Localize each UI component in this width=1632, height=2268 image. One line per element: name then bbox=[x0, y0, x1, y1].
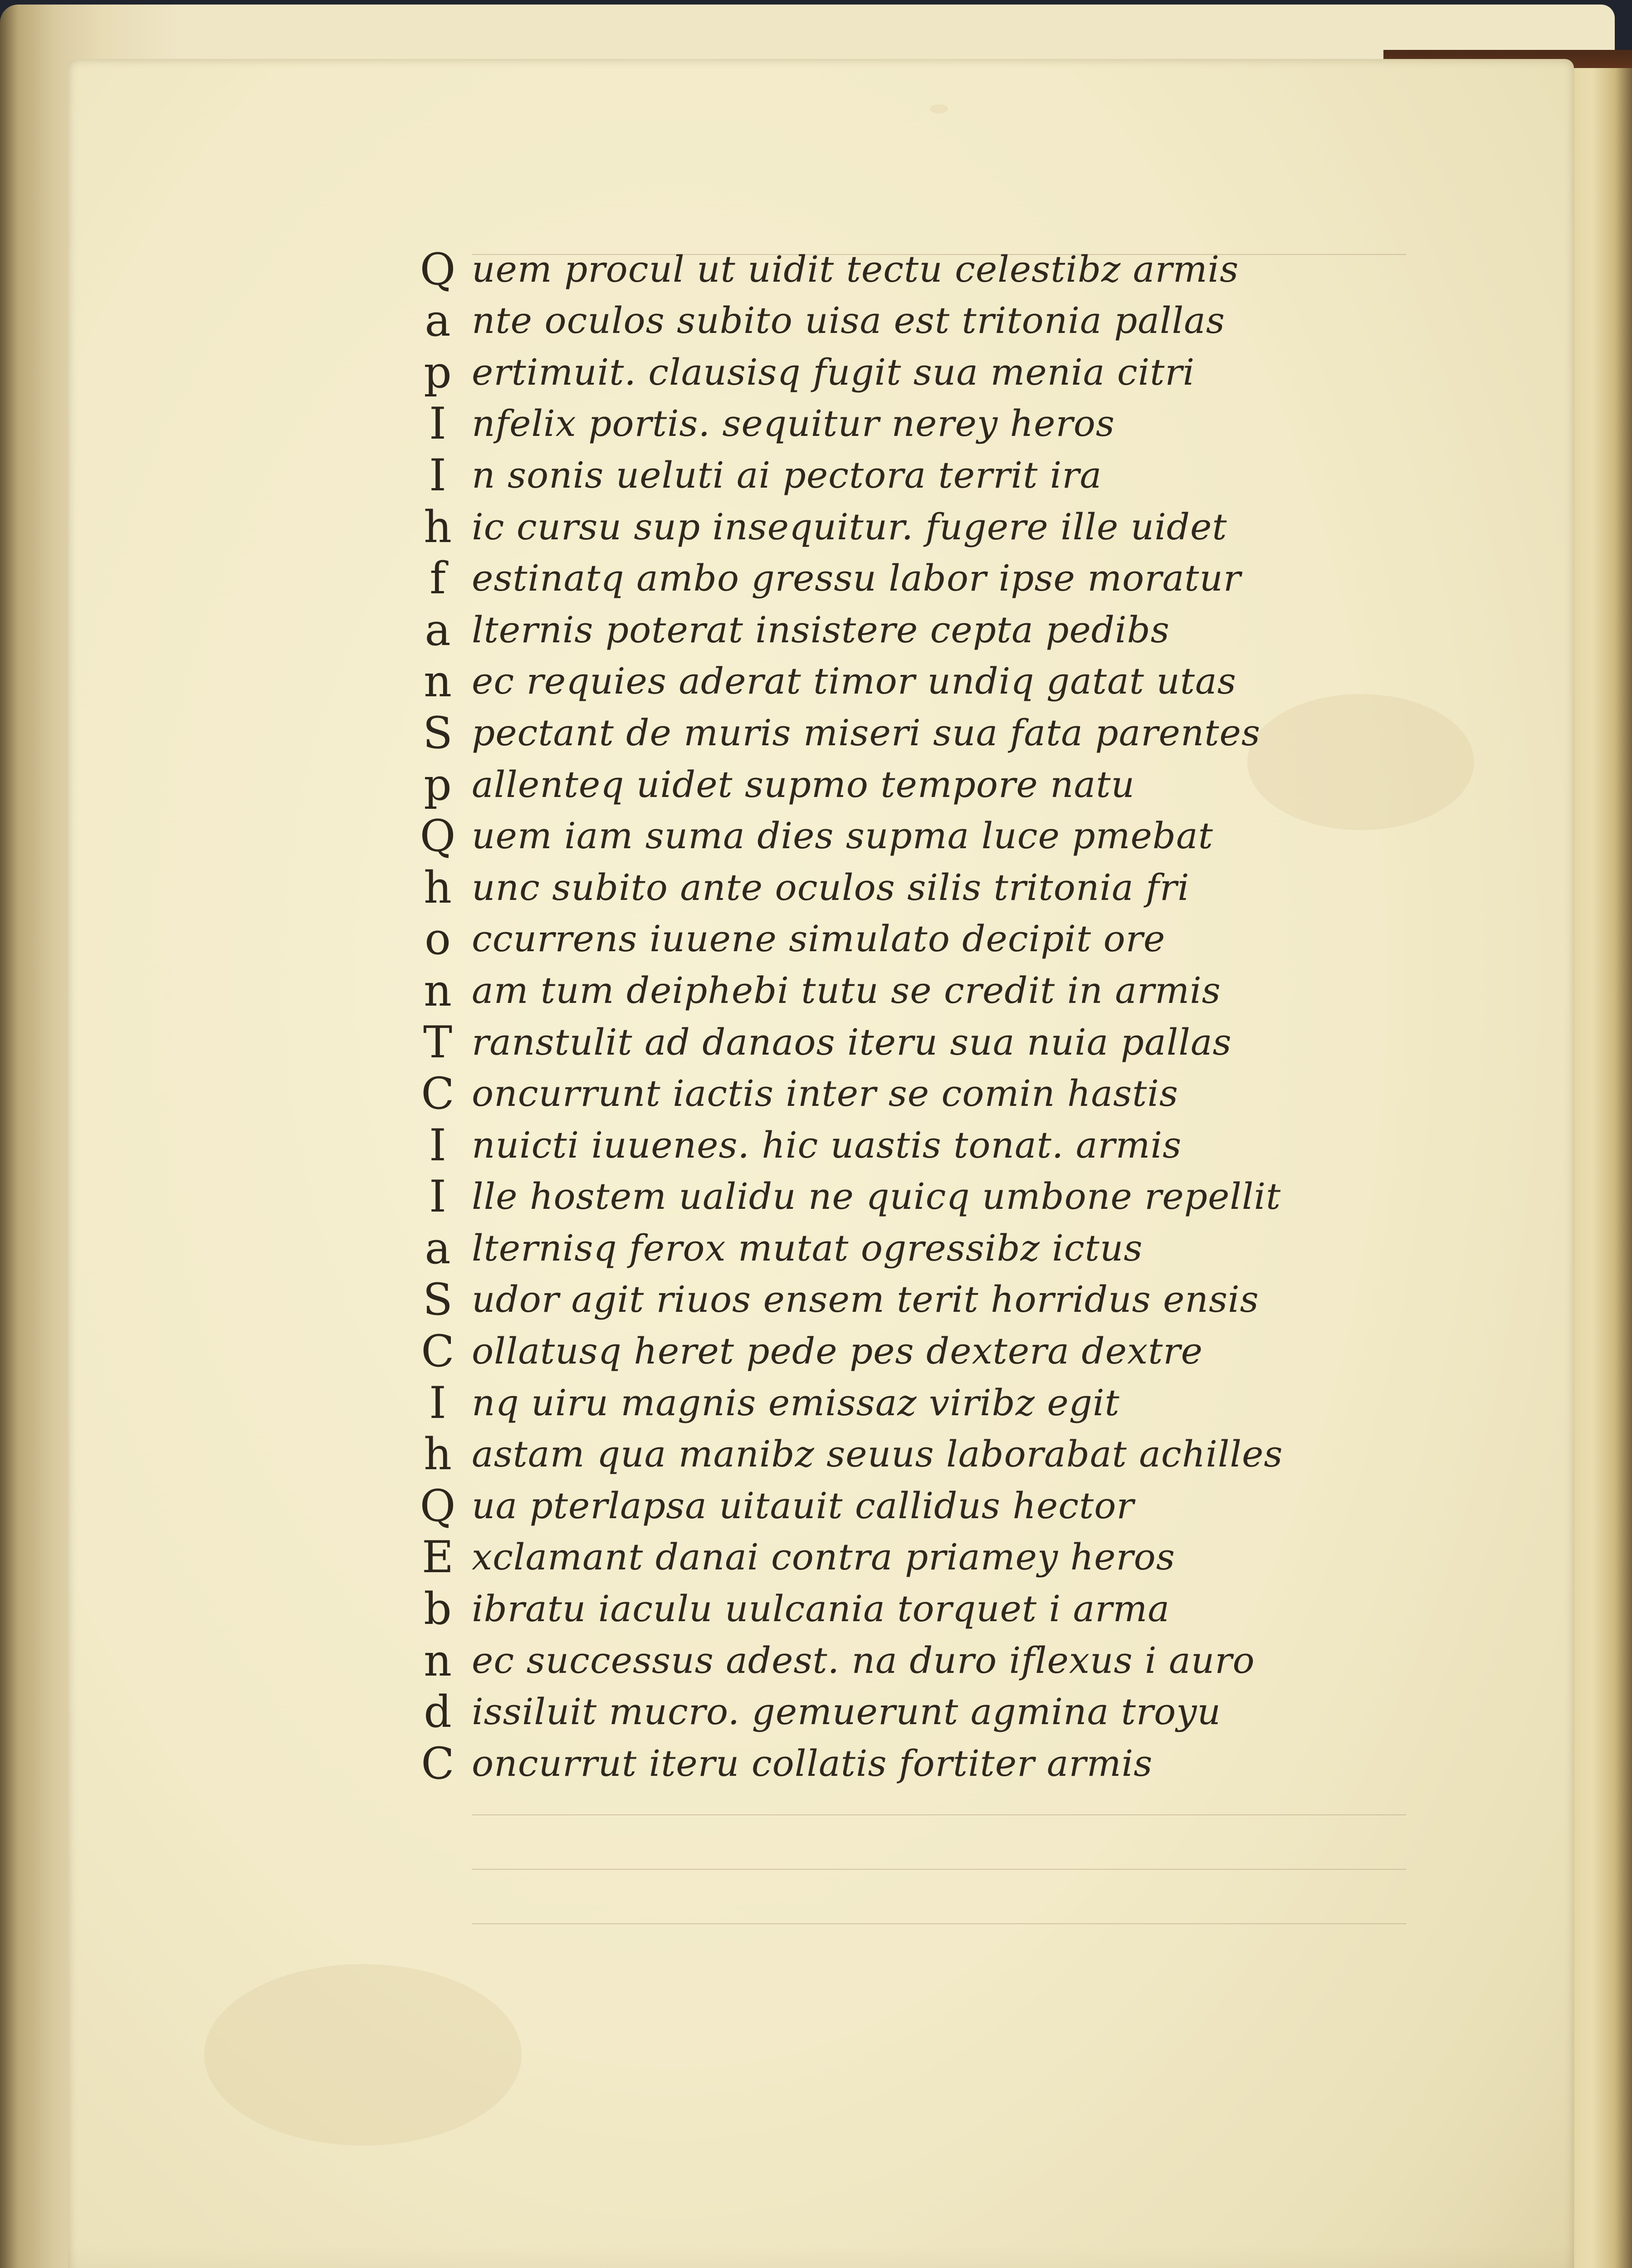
initial-letter: I bbox=[429, 1171, 446, 1222]
verse-line bbox=[404, 397, 1447, 449]
initial-letter: C bbox=[421, 1326, 454, 1377]
verse-line bbox=[404, 1325, 1447, 1376]
verse-line bbox=[404, 758, 1447, 810]
verse-text: allenteq uidet supmo tempore natu bbox=[472, 763, 1135, 806]
verse-line bbox=[404, 1376, 1447, 1428]
verse-text: ec requies aderat timor undiq gatat utas bbox=[472, 660, 1236, 703]
initial-letter: n bbox=[424, 656, 452, 707]
verse-text: pectant de muris miseri sua fata parentes bbox=[472, 711, 1261, 754]
verse-text: astam qua manibz seuus laborabat achilles bbox=[472, 1433, 1283, 1476]
verse-line bbox=[404, 706, 1447, 758]
initial-letter: p bbox=[424, 759, 452, 810]
verse-text: n sonis ueluti ai pectora territ ira bbox=[472, 454, 1102, 496]
verse-text: ec successus adest. na duro iflexus i auro bbox=[472, 1639, 1255, 1681]
page-fold-shadow bbox=[68, 2245, 1574, 2268]
initial-letter: o bbox=[425, 914, 451, 965]
verse-text: uem iam suma dies supma luce pmebat bbox=[472, 815, 1213, 857]
verse-line bbox=[404, 243, 1447, 294]
verse-text: oncurrut iteru collatis fortiter armis bbox=[472, 1742, 1153, 1784]
verse-line bbox=[404, 346, 1447, 397]
verse-text: nfelix portis. sequitur nerey heros bbox=[472, 402, 1115, 445]
verse-line bbox=[404, 552, 1447, 604]
ruling-line bbox=[472, 1923, 1406, 1924]
verse-line bbox=[404, 1686, 1447, 1737]
verse-line bbox=[404, 1531, 1447, 1583]
verse-line bbox=[404, 1428, 1447, 1480]
facing-page-edge bbox=[1565, 68, 1632, 2268]
verse-text: udor agit riuos ensem terit horridus ensis bbox=[472, 1278, 1259, 1321]
initial-letter: I bbox=[429, 450, 446, 501]
verse-text: ibratu iaculu uulcania torquet i arma bbox=[472, 1588, 1170, 1630]
verse-line bbox=[404, 1737, 1447, 1789]
ruling-line bbox=[472, 1869, 1406, 1870]
initial-letter: Q bbox=[420, 1480, 456, 1531]
verse-line bbox=[404, 1016, 1447, 1067]
verse-text: lle hostem ualidu ne quicq umbone repellit bbox=[472, 1175, 1281, 1218]
initial-letter: C bbox=[421, 1068, 454, 1119]
page-blemish bbox=[930, 104, 948, 113]
ruling-line bbox=[472, 1814, 1406, 1815]
verse-line bbox=[404, 1479, 1447, 1531]
verse-line bbox=[404, 913, 1447, 964]
initial-letter: I bbox=[429, 398, 446, 450]
initial-letter: p bbox=[424, 347, 452, 398]
initial-letter: n bbox=[424, 1635, 452, 1686]
verse-text: ccurrens iuuene simulato decipit ore bbox=[472, 918, 1166, 960]
verse-text: ic cursu sup insequitur. fugere ille uidet bbox=[472, 505, 1227, 548]
verse-text: ranstulit ad danaos iteru sua nuia pallas bbox=[472, 1021, 1232, 1063]
verse-line bbox=[404, 1273, 1447, 1325]
verse-text: ollatusq heret pede pes dextera dextre bbox=[472, 1330, 1203, 1373]
verse-line bbox=[404, 810, 1447, 861]
verse-line bbox=[404, 603, 1447, 655]
verse-line bbox=[404, 1067, 1447, 1119]
verse-text: lternisq ferox mutat ogressibz ictus bbox=[472, 1227, 1143, 1269]
verse-text: issiluit mucro. gemuerunt agmina troyu bbox=[472, 1691, 1222, 1733]
verse-text: lternis poterat insistere cepta pedibs bbox=[472, 608, 1170, 651]
verse-text: am tum deiphebi tutu se credit in armis bbox=[472, 969, 1221, 1012]
verse-text: nq uiru magnis emissaz viribz egit bbox=[472, 1381, 1120, 1424]
initial-letter: a bbox=[425, 295, 451, 347]
initial-letter: h bbox=[424, 1429, 452, 1480]
initial-letter: S bbox=[423, 707, 453, 758]
initial-letter: I bbox=[429, 1377, 446, 1428]
initial-letter: Q bbox=[420, 244, 456, 295]
verse-line bbox=[404, 1222, 1447, 1273]
initial-letter: b bbox=[424, 1584, 452, 1635]
initial-letter: S bbox=[423, 1274, 453, 1325]
initial-letter: h bbox=[424, 862, 452, 913]
initial-letter: n bbox=[424, 965, 452, 1016]
verse-text: oncurrunt iactis inter se comin hastis bbox=[472, 1072, 1178, 1115]
initial-letter: a bbox=[425, 604, 451, 655]
verse-text: uem procul ut uidit tectu celestibz armis bbox=[472, 248, 1239, 290]
initial-letter: Q bbox=[420, 811, 456, 862]
initial-letter: h bbox=[424, 501, 452, 552]
verse-text: ua pterlapsa uitauit callidus hector bbox=[472, 1484, 1134, 1527]
initial-letter: I bbox=[429, 1119, 446, 1171]
initial-letter: a bbox=[425, 1222, 451, 1274]
verse-line bbox=[404, 861, 1447, 913]
verse-text: ertimuit. clausisq fugit sua menia citri bbox=[472, 351, 1195, 393]
verse-line bbox=[404, 449, 1447, 500]
initial-letter: E bbox=[421, 1532, 454, 1583]
page-stain bbox=[204, 1964, 522, 2146]
verse-line bbox=[404, 655, 1447, 707]
initial-letter: C bbox=[421, 1738, 454, 1789]
verse-line bbox=[404, 1634, 1447, 1686]
verse-line bbox=[404, 500, 1447, 552]
initial-letter: f bbox=[430, 553, 446, 604]
verse-text: estinatq ambo gressu labor ipse moratur bbox=[472, 557, 1241, 600]
verse-text: nuicti iuuenes. hic uastis tonat. armis bbox=[472, 1124, 1182, 1166]
verse-line bbox=[404, 1119, 1447, 1170]
initial-letter: d bbox=[424, 1686, 452, 1738]
verse-line bbox=[404, 294, 1447, 346]
verse-text: unc subito ante oculos silis tritonia fri bbox=[472, 866, 1190, 909]
verse-line bbox=[404, 1170, 1447, 1222]
initial-letter: T bbox=[423, 1017, 453, 1068]
verse-text: xclamant danai contra priamey heros bbox=[472, 1536, 1175, 1579]
verse-block bbox=[404, 243, 1447, 1789]
verse-line bbox=[404, 1582, 1447, 1634]
verse-line bbox=[404, 964, 1447, 1016]
verse-text: nte oculos subito uisa est tritonia pallas bbox=[472, 299, 1225, 342]
